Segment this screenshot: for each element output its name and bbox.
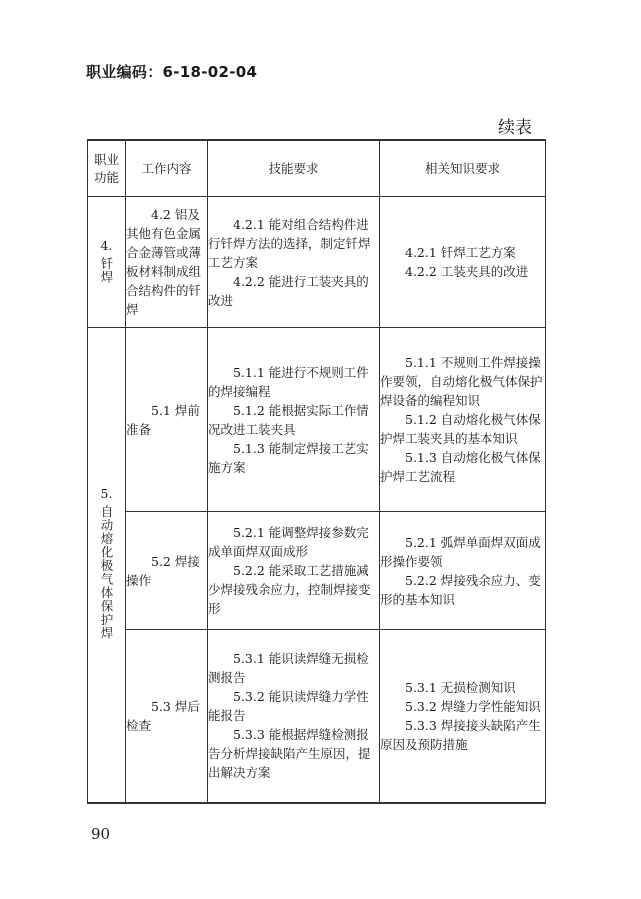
skills-cell: 5.3.1 能识读焊缝无损检测报告 5.3.2 能识读焊缝力学性能报告 5.3.3 能根据焊缝检测报告分析焊接缺陷产生原因，提出解决方案: [208, 630, 380, 803]
function-cell: [88, 328, 126, 803]
header-function: 职业 功能: [88, 140, 126, 197]
function-name: 自动熔化极气体保护焊: [99, 505, 114, 641]
continued-label: 续表: [498, 118, 532, 138]
skills-cell: 5.1.1 能进行不规则工件的焊接编程 5.1.2 能根据实际工作情况改进工装夹具 5.1.3 能制定焊接工艺实施方案: [208, 328, 380, 512]
table-row: [88, 512, 546, 630]
table-row: [88, 328, 546, 512]
skills-table: [87, 139, 546, 804]
skills-cell: 5.2.1 能调整焊接参数完成单面焊双面成形 5.2.2 能采取工艺措施减少焊接残余应力，控制焊接变形: [208, 512, 380, 630]
function-number: 5.: [100, 486, 113, 502]
knowledge-cell: 5.1.1 不规则工件焊接操作要领，自动熔化极气体保护焊设备的编程知识 5.1.2 自动熔化极气体保护焊工装夹具的基本知识 5.1.3 自动熔化极气体保护焊工艺流程: [380, 328, 546, 512]
page-number: 90: [91, 825, 111, 843]
knowledge-cell: 4.2.1 钎焊工艺方案 4.2.2 工装夹具的改进: [380, 197, 546, 328]
occupation-code: 职业编码：6-18-02-04: [86, 63, 258, 81]
header-work: 工作内容: [126, 140, 208, 197]
header-skills: 技能要求: [208, 140, 380, 197]
work-cell: 5.3 焊后检查: [126, 630, 208, 803]
function-number: 4.: [100, 237, 113, 253]
skills-cell: 4.2.1 能对组合结构件进行钎焊方法的选择，制定钎焊工艺方案 4.2.2 能进行工装夹具的改进: [208, 197, 380, 328]
function-name: 钎焊: [99, 256, 114, 284]
table-header-row: [88, 140, 546, 197]
knowledge-cell: 5.3.1 无损检测知识 5.3.2 焊缝力学性能知识 5.3.3 焊接接头缺陷产生原因及预防措施: [380, 630, 546, 803]
table-row: [88, 197, 546, 328]
header-knowledge: 相关知识要求: [380, 140, 546, 197]
work-cell: 5.2 焊接操作: [126, 512, 208, 630]
function-cell: [88, 197, 126, 328]
table-row: [88, 630, 546, 803]
knowledge-cell: 5.2.1 弧焊单面焊双面成形操作要领 5.2.2 焊接残余应力、变形的基本知识: [380, 512, 546, 630]
work-cell: 5.1 焊前准备: [126, 328, 208, 512]
work-cell: 4.2 铝及其他有色金属合金薄管或薄板材料制成组合结构件的钎焊: [126, 197, 208, 328]
